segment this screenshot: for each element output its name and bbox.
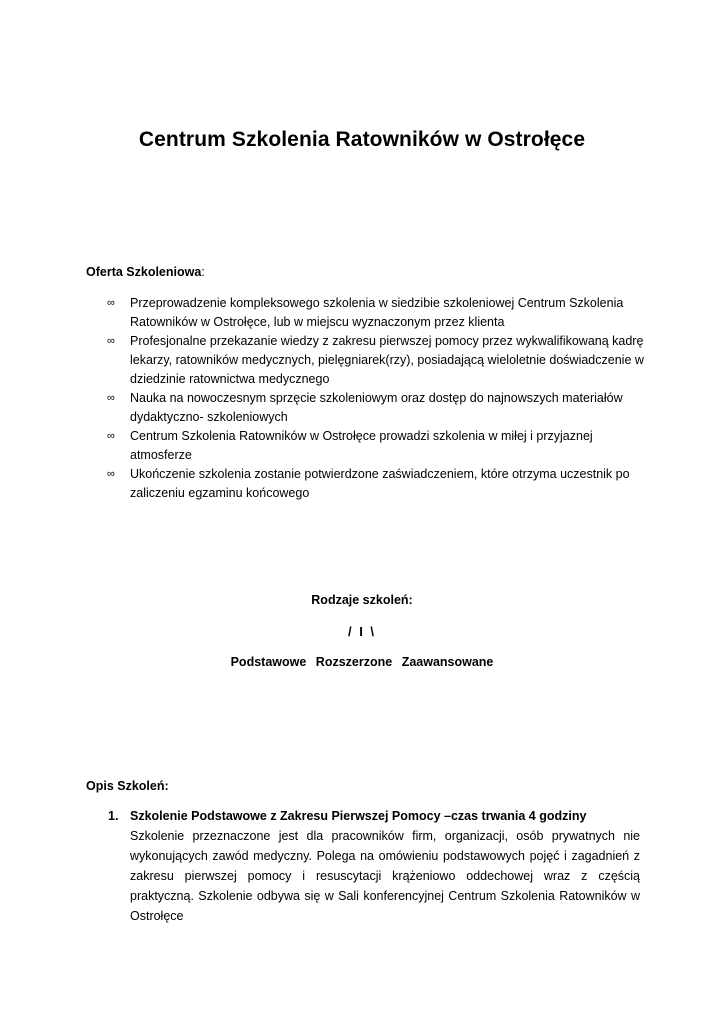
offer-list-item — [86, 332, 646, 389]
training-levels-row — [0, 655, 724, 669]
infinity-bullet-icon: ∞ — [107, 297, 115, 309]
offer-heading-text: Oferta Szkoleniowa — [86, 265, 202, 279]
course-title: Szkolenie Podstawowe z Zakresu Pierwszej Pomocy –czas trwania 4 godziny — [130, 809, 587, 823]
offer-item-text: Profesjonalne przekazanie wiedzy z zakresu pierwszej pomocy przez wykwalifikowaną kadrę lekarzy, ratowników medycznych, pielęgniarek(rzy), posiadającą wieloletnie doświadczenie w dziedzinie ratownictwa medycznego — [130, 334, 644, 386]
offer-list-item — [86, 389, 646, 427]
offer-list-item — [86, 465, 646, 503]
document-title: Centrum Szkolenia Ratowników w Ostrołęce — [138, 128, 586, 151]
course-description: Szkolenie przeznaczone jest dla pracowników firm, organizacji, osób prywatnych nie wykonujących zawód medyczny. Polega na omówieniu podstawowych pojęć i zagadnień z zakresu pierwszej pomocy i resuscytacji krążeniowo oddechowej wraz z częścią praktyczną. Szkolenie odbywa się w Sali konferencyjnej Centrum Szkolenia Ratowników w Ostrołęce — [130, 829, 640, 923]
infinity-bullet-icon: ∞ — [107, 430, 115, 442]
infinity-bullet-icon: ∞ — [107, 392, 115, 404]
offer-item-text: Przeprowadzenie kompleksowego szkolenia w siedzibie szkoleniowej Centrum Szkolenia Ratowników w Ostrołęce, lub w miejscu wyznaczonym przez klienta — [130, 296, 624, 329]
offer-list — [86, 294, 646, 503]
training-level-basic: Podstawowe — [230, 655, 307, 669]
offer-list-item — [86, 427, 646, 465]
offer-heading-colon: : — [201, 265, 205, 279]
offer-item-text: Centrum Szkolenia Ratowników w Ostrołęce prowadzi szkolenia w miłej i przyjaznej atmosferze — [130, 429, 593, 462]
infinity-bullet-icon: ∞ — [107, 335, 115, 347]
training-level-extended: Rozszerzone — [315, 655, 393, 669]
offer-item-text: Ukończenie szkolenia zostanie potwierdzone zaświadczeniem, które otrzyma uczestnik po zaliczeniu egzaminu końcowego — [130, 467, 630, 500]
course-list — [86, 806, 640, 926]
offer-item-text: Nauka na nowoczesnym sprzęcie szkoleniowym oraz dostęp do najnowszych materiałów dydaktyczno- szkoleniowych — [130, 391, 623, 424]
infinity-bullet-icon: ∞ — [107, 468, 115, 480]
training-types-branches: / I \ — [347, 624, 377, 639]
course-item — [86, 806, 640, 926]
training-level-advanced: Zaawansowane — [401, 655, 494, 669]
offer-list-item — [86, 294, 646, 332]
course-number: 1. — [108, 809, 119, 823]
training-types-heading: Rodzaje szkoleń: — [311, 593, 413, 607]
offer-heading — [86, 265, 205, 279]
descriptions-heading: Opis Szkoleń: — [86, 779, 169, 793]
